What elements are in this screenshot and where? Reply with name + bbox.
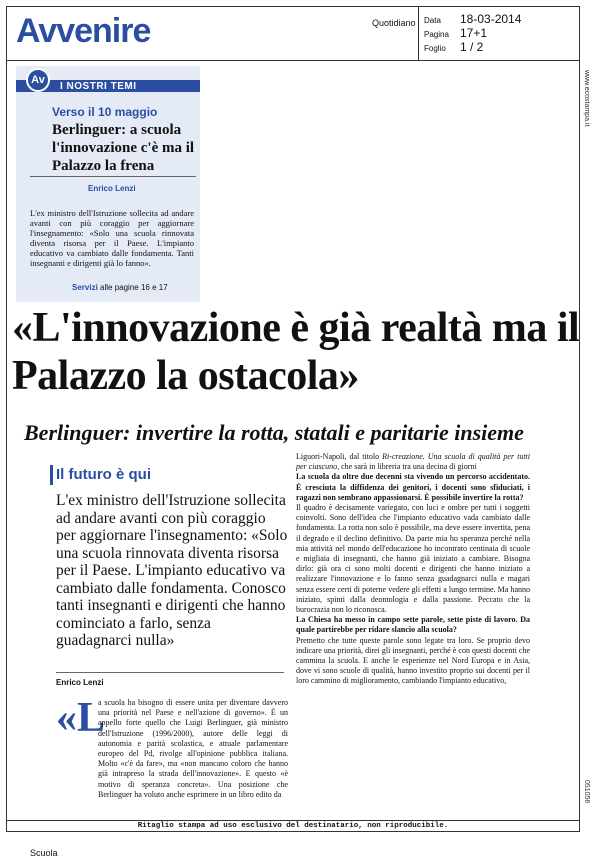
dropcap: «L <box>56 695 106 741</box>
meta-value: 1 / 2 <box>460 40 484 54</box>
text: che sarà in libreria tra una decina di giorni <box>339 462 477 472</box>
meta-label: Data <box>424 16 441 25</box>
body-column-2 <box>296 452 530 687</box>
paragraph <box>296 452 530 472</box>
header-vertical-divider <box>418 6 419 60</box>
meta-row-page <box>424 26 521 40</box>
text: Liguori-Napoli, dal titolo <box>296 452 383 461</box>
side-code: 051056 <box>583 780 590 804</box>
meta-value: 18-03-2014 <box>460 12 522 26</box>
interview-question: La Chiesa ha messo in campo sette parole, sette piste di lavoro. Da quale partirebbe per ridare slancio alla scuola? <box>296 615 530 635</box>
meta-row-date <box>424 12 521 26</box>
avvenire-badge-icon: Av <box>26 68 50 92</box>
article-lead: L'ex ministro dell'Istruzione sollecita ad andare avanti con più coraggio per aggiornare l'insegnamento: «Solo una scuola rinnovata diventa risorsa per il Paese. L'impianto educativo va cambiato dalle fondamenta. Conosco tanti insegnanti e dirigenti che hanno cominciato a farlo, senza guadagnarci nulla» <box>56 492 288 649</box>
interview-answer: Il quadro è decisamente variegato, con luci e ombre per tutti i soggetti coinvolti. Sono dell'idea che l'impianto educativo vada cambiato dalle fondamenta. La rotta non solo è possibile, ma deve essere invertita, pena il degrado e il declino definitivo. Da parte mia ho speranza perché nella mia attività nel mondo dell'educazione ho incontrato centinaia di scuole e migliaia di insegnanti, che hanno già iniziato a cambiare. Bisogna dirlo: già ora ci sono molti docenti e dirigenti che hanno iniziato a realizzare l'innovazione e lo fanno senza guadagnarci nulla e magari senza essere certi di poterne vedere gli effetti a lungo termine. Ma hanno iniziato, spinti dalla deontologia e dalla passione. Peccato che la burocrazia non lo riconosca. <box>296 503 530 615</box>
lead-rule <box>56 672 284 673</box>
subheadline: Berlinguer: invertire la rotta, statali e paritarie insieme <box>24 420 524 445</box>
temi-label: I NOSTRI TEMI <box>60 81 137 92</box>
headline: «L'innovazione è già realtà ma il Palazzo la ostacola» <box>12 305 580 399</box>
body-column-1: a scuola ha bisogno di essere unita per diventare davvero una priorità nel Paese e nell'azione di governo». È un appello forte quello che Luigi Berlinguer, già ministro dell'Istruzione (1996/2000), autore delle leggi di autonomia e parità scolastica, e attuale parlamentare europeo del Pd, rivolge all'opinione pubblica italiana. Molto «c'è da fare», ma «non mancano coloro che hanno già intrapreso la strada dell'innovazione». E questo «è motivo di speranza concreta». Una posizione che Berlinguer ha voluto anche esprimere in un libro edito da <box>98 698 288 799</box>
section-accent-bar <box>50 465 53 485</box>
interview-question: La scuola da oltre due decenni sta vivendo un percorso accidentato. È cresciuta la diffidenza dei genitori, i docenti sono sfiduciati, i ragazzi non sembrano appassionarsi. È possibile invertire la rotta? <box>296 472 530 502</box>
services-label: Servizi <box>72 283 98 292</box>
services-text: alle pagine 16 e 17 <box>100 283 168 292</box>
book-title: Ri-creazione. Una scuola di qualità per tutti per ciascuno, <box>296 452 530 472</box>
clipping-meta <box>424 12 521 54</box>
temi-kicker: Verso il 10 maggio <box>52 105 158 119</box>
meta-label: Foglio <box>424 44 446 53</box>
meta-row-sheet <box>424 40 521 54</box>
newspaper-logo: Avvenire <box>16 12 151 50</box>
category-label: Scuola <box>30 848 58 858</box>
temi-services <box>72 283 168 292</box>
temi-body: L'ex ministro dell'Istruzione sollecita ad andare avanti con più coraggio per aggiornare l'insegnamento: «Solo una scuola rinnovata diventa risorsa per il Paese. L'impianto educativo va cambiato dalle fondamenta. Tanti insegnanti e dirigenti già lo fanno». <box>30 208 194 268</box>
header-divider-line <box>6 60 580 61</box>
temi-author: Enrico Lenzi <box>88 184 136 193</box>
article-author: Enrico Lenzi <box>56 678 104 687</box>
temi-title: Berlinguer: a scuola l'innovazione c'è ma il Palazzo la frena <box>52 122 195 174</box>
footer-note: Ritaglio stampa ad uso esclusivo del destinatario, non riproducibile. <box>137 822 449 830</box>
footer-divider <box>6 820 580 821</box>
publication-type: Quotidiano <box>372 18 416 28</box>
temi-rule <box>30 176 196 177</box>
meta-value: 17+1 <box>460 26 488 40</box>
side-credit: www.ecostampa.it <box>583 70 590 127</box>
interview-answer: Premetto che tutte queste parole sono legate tra loro. Se proprio devo indicare una priorità, direi gli insegnanti, perché è con questi docenti che cammina la scuola. E anche le esperienze nel Nord Europa e in Asia, dove vi sono scuole di qualità, hanno investito proprio sui docenti per il loro cammino di miglioramento, cambiando l'impianto educativo, <box>296 635 530 686</box>
meta-label: Pagina <box>424 30 449 39</box>
section-title: Il futuro è qui <box>56 466 151 483</box>
